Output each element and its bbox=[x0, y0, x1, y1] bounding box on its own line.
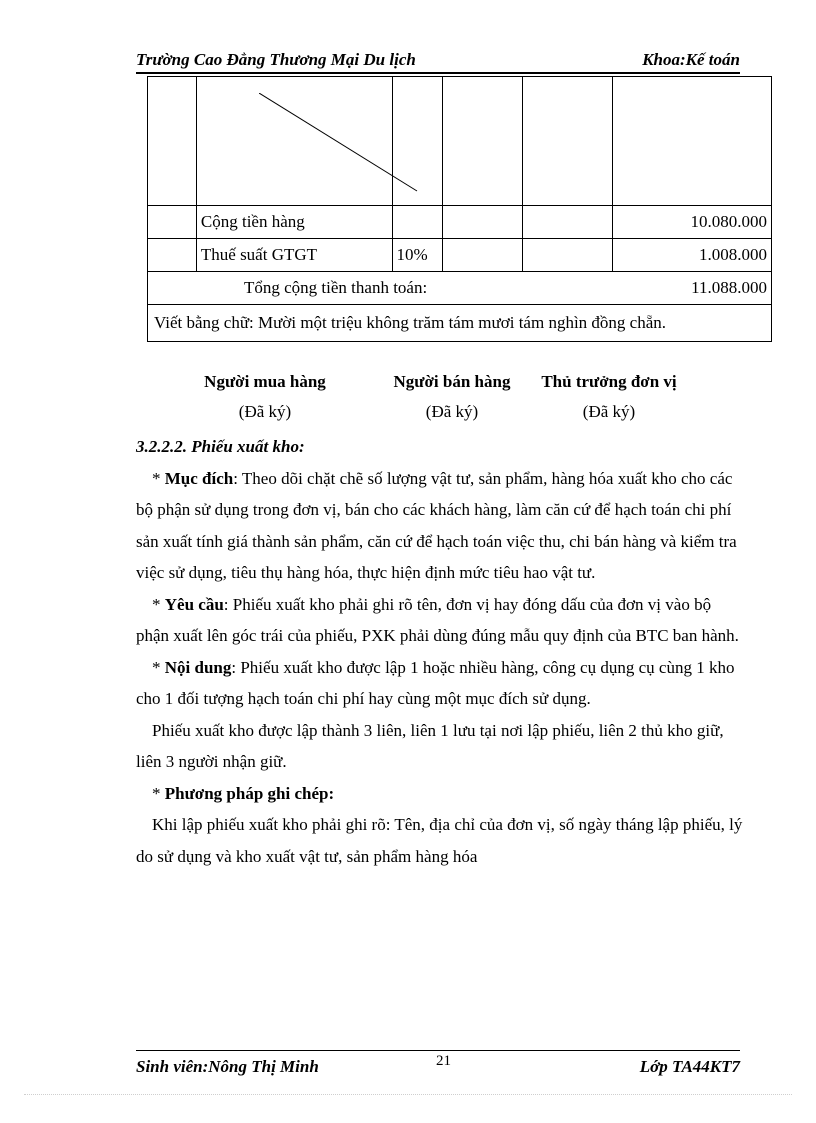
requirement-label: Yêu cầu bbox=[164, 594, 224, 614]
signature-head bbox=[519, 372, 699, 422]
grand-total-value: 11.088.000 bbox=[613, 272, 772, 305]
student-name: Sinh viên:Nông Thị Minh bbox=[136, 1057, 319, 1076]
amount-in-words: Viết bằng chữ: Mười một triệu không trăm tám mươi tám nghìn đồng chẵn. bbox=[148, 305, 772, 342]
purpose-label: Mục đích bbox=[164, 468, 234, 488]
goods-total-value: 10.080.000 bbox=[613, 206, 772, 239]
vat-rate: 10% bbox=[392, 239, 442, 272]
content-paragraph: * Nội dung: Phiếu xuất kho được lập 1 hoặc nhiều hàng, công cụ dụng cụ cùng 1 kho cho 1 đối tượng hạch toán chi phí hay cùng một mục đích sử dụng. bbox=[136, 657, 735, 708]
table-row bbox=[148, 272, 772, 305]
signature-status: (Đã ký) bbox=[582, 402, 636, 421]
faculty-name: Khoa:Kế toán bbox=[642, 50, 740, 69]
signature-status: (Đã ký) bbox=[425, 402, 479, 421]
school-name: Trường Cao Đẳng Thương Mại Du lịch bbox=[136, 50, 416, 69]
page-footer bbox=[136, 1050, 740, 1077]
table-row bbox=[148, 77, 772, 206]
page-number: 21 bbox=[436, 1053, 451, 1069]
section-heading: 3.2.2.2. Phiếu xuất kho: bbox=[136, 437, 305, 456]
requirement-text: : Phiếu xuất kho phải ghi rõ tên, đơn vị hay đóng dấu của đơn vị vào bộ phận xuất lên góc trái của phiếu, PXK phải dùng đúng mẫu quy định của BTC ban hành. bbox=[136, 594, 739, 645]
page-header bbox=[136, 50, 740, 74]
method-label: Phương pháp ghi chép: bbox=[164, 783, 335, 803]
copies-paragraph: Phiếu xuất kho được lập thành 3 liên, liên 1 lưu tại nơi lập phiếu, liên 2 thủ kho giữ, liên 3 người nhận giữ. bbox=[136, 720, 724, 771]
requirement-paragraph: * Yêu cầu: Phiếu xuất kho phải ghi rõ tên, đơn vị hay đóng dấu của đơn vị vào bộ phận xuất lên góc trái của phiếu, PXK phải dùng đúng mẫu quy định của BTC ban hành. bbox=[136, 594, 739, 645]
vat-label: Thuế suất GTGT bbox=[196, 239, 392, 272]
table-row bbox=[148, 305, 772, 342]
purpose-text: : Theo dõi chặt chẽ số lượng vật tư, sản phẩm, hàng hóa xuất kho cho các bộ phận sử dụng trong đơn vị, bán cho các khách hàng, làm căn cứ để hạch toán chi phí sản xuất tính giá thành sản phẩm, căn cứ để hạch toán việc thu, chi bán hàng và kiểm tra việc sử dụng, tiêu thụ hàng hóa, thực hiện định mức tiêu hao vật tư. bbox=[136, 468, 737, 582]
signature-status: (Đã ký) bbox=[238, 402, 292, 421]
signature-title: Thủ trưởng đơn vị bbox=[541, 372, 677, 391]
method-heading: * Phương pháp ghi chép: bbox=[152, 783, 335, 803]
diagonal-strike-line bbox=[259, 93, 419, 193]
content-label: Nội dung bbox=[164, 657, 232, 677]
body-text bbox=[136, 431, 746, 872]
vat-value: 1.008.000 bbox=[613, 239, 772, 272]
table-row bbox=[148, 239, 772, 272]
blank-cell bbox=[196, 77, 392, 206]
table-row bbox=[148, 206, 772, 239]
purpose-paragraph: * Mục đích: Theo dõi chặt chẽ số lượng vật tư, sản phẩm, hàng hóa xuất kho cho các bộ phận sử dụng trong đơn vị, bán cho các khách hàng, làm căn cứ để hạch toán chi phí sản xuất tính giá thành sản phẩm, căn cứ để hạch toán việc thu, chi bán hàng và kiểm tra việc sử dụng, tiêu thụ hàng hóa, thực hiện định mức tiêu hao vật tư. bbox=[136, 468, 737, 582]
class-name: Lớp TA44KT7 bbox=[639, 1057, 740, 1076]
method-paragraph: Khi lập phiếu xuất kho phải ghi rõ: Tên, địa chỉ của đơn vị, số ngày tháng lập phiếu, lý do sử dụng và kho xuất vật tư, sản phẩm hàng hóa bbox=[136, 815, 743, 866]
signature-buyer bbox=[175, 372, 355, 422]
grand-total-label: Tổng cộng tiền thanh toán: bbox=[148, 272, 613, 305]
invoice-table bbox=[147, 76, 772, 342]
signature-title: Người mua hàng bbox=[204, 372, 326, 391]
signature-title: Người bán hàng bbox=[393, 372, 511, 391]
goods-total-label: Cộng tiền hàng bbox=[196, 206, 392, 239]
content-text: : Phiếu xuất kho được lập 1 hoặc nhiều hàng, công cụ dụng cụ cùng 1 kho cho 1 đối tượng hạch toán chi phí hay cùng một mục đích sử dụng. bbox=[136, 657, 735, 708]
signature-seller bbox=[362, 372, 542, 422]
page-edge-divider bbox=[24, 1094, 792, 1095]
